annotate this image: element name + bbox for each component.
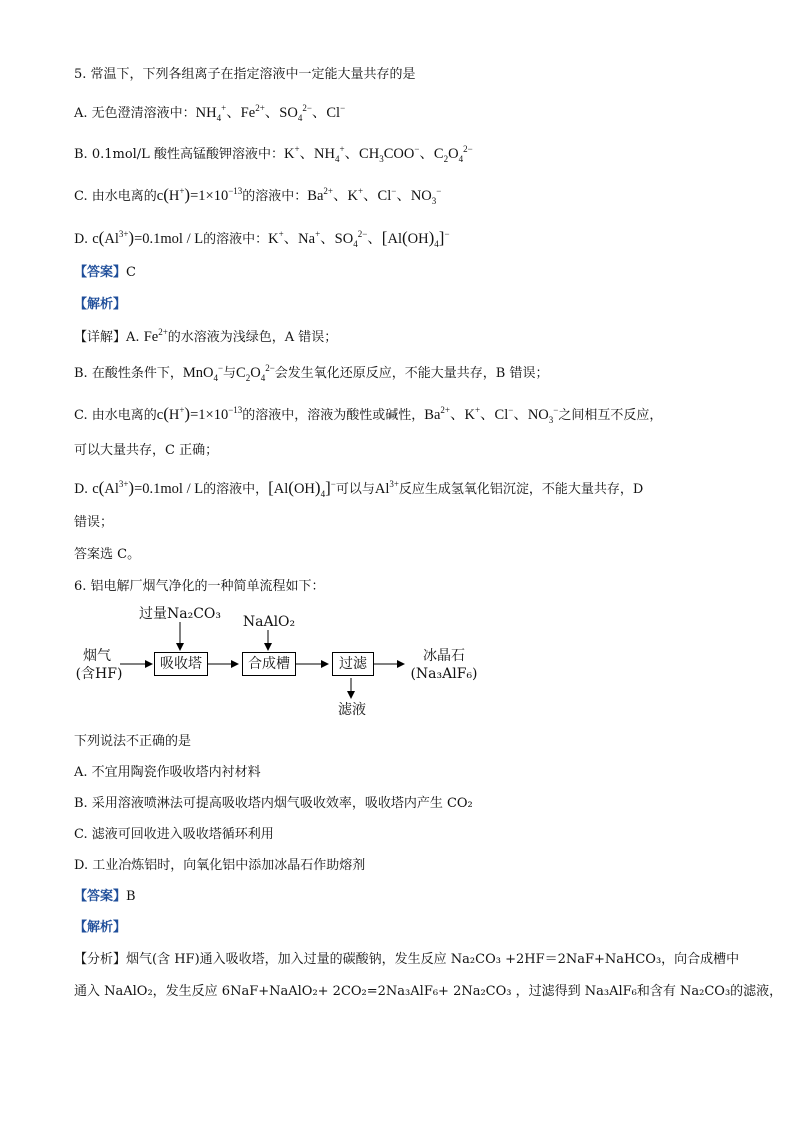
flow-diagram <box>74 600 494 730</box>
cryolite-label: 冰晶石 <box>423 648 465 664</box>
q5-option-c: C. 由水电离的$c(H^+)=1\times 10^{-13}$的溶液中：$Ba^{2+}$、K+、Cl−、$NO_3^-$ <box>74 185 442 206</box>
q5-explain-c-line2: 可以大量共存，C 正确； <box>74 443 219 458</box>
q5-explain-d-line2: 错误； <box>74 515 114 530</box>
reagent-na2co3-label: 过量Na₂CO₃ <box>138 606 221 622</box>
reagent-naalo2-label: NaAlO₂ <box>242 614 296 630</box>
cryolite-formula-label: (Na₃AlF₆) <box>410 666 478 682</box>
flue-gas-label: 烟气 <box>83 648 111 664</box>
q5-final-answer: 答案选 C。 <box>74 547 141 562</box>
q5-analysis-tag: 【解析】 <box>74 297 127 312</box>
q5-option-a: A. 无色澄清溶液中：$NH_4^+$、$Fe^{2+}$、$SO_4^{2-}$、Cl− <box>74 103 346 123</box>
q6-analysis-tag: 【解析】 <box>74 920 127 935</box>
q5-option-d: D. $c(Al^{3+})=0.1mol / L$的溶液中：K+、Na+、$SO_4^{2-}$、$[Al(OH)_4]^-$ <box>74 228 450 249</box>
q5-stem: 5. 常温下，下列各组离子在指定溶液中一定能大量共存的是 <box>74 67 416 82</box>
q6-fenxi-line1: 【分析】烟气(含 HF)通入吸收塔，加入过量的碳酸钠，发生反应 Na₂CO₃ +2HF＝2NaF+NaHCO₃，向合成槽中 <box>74 952 740 967</box>
absorption-tower-box: 吸收塔 <box>154 652 208 676</box>
q6-option-b: B. 采用溶液喷淋法可提高吸收塔内烟气吸收效率，吸收塔内产生 CO₂ <box>74 796 473 811</box>
q6-option-d: D. 工业冶炼铝时，向氧化铝中添加冰晶石作助熔剂 <box>74 858 366 873</box>
q5-explain-a: 【详解】A. $Fe^{2+}$的水溶液为浅绿色，A 错误； <box>74 327 338 345</box>
flue-gas-hf-label: (含HF) <box>75 666 123 682</box>
q6-fenxi-line2: 通入 NaAlO₂，发生反应 6NaF+NaAlO₂+ 2CO₂=2Na₃AlF₆+ 2Na₂CO₃ ，过滤得到 Na₃AlF₆和含有 Na₂CO₃的滤液， <box>74 984 783 999</box>
q6-stem: 6. 铝电解厂烟气净化的一种简单流程如下： <box>74 579 325 594</box>
q6-question: 下列说法不正确的是 <box>74 734 192 749</box>
q5-explain-d: D. $c(Al^{3+})=0.1mol / L$的溶液中，$[Al(OH)_4]^-$可以与$Al^{3+}$反应生成氢氧化铝沉淀，不能大量共存，D <box>74 478 644 499</box>
q6-option-a: A. 不宜用陶瓷作吸收塔内衬材料 <box>74 765 261 780</box>
q5-option-b: B. 0.1mol/L 酸性高锰酸钾溶液中：K+、$NH_4^+$、$CH_3COO^-$、$C_2O_4^{2-}$ <box>74 144 473 164</box>
q5-answer: 【答案】C <box>74 265 136 280</box>
q5-explain-b: B. 在酸性条件下，MnO$_4$−与$C_2O_4^{2-}$会发生氧化还原反应，不能大量共存，B 错误； <box>74 363 549 383</box>
filtration-box: 过滤 <box>332 652 374 676</box>
q6-answer: 【答案】B <box>74 889 136 904</box>
q6-option-c: C. 滤液可回收进入吸收塔循环利用 <box>74 827 274 842</box>
filtrate-label: 滤液 <box>338 702 366 718</box>
synthesis-tank-box: 合成槽 <box>242 652 296 676</box>
q5-explain-c: C. 由水电离的$c(H^+)=1\times 10^{-13}$的溶液中，溶液为酸性或碱性，$Ba^{2+}$、K+、Cl−、$NO_3^-$之间相互不反应， <box>74 404 663 425</box>
